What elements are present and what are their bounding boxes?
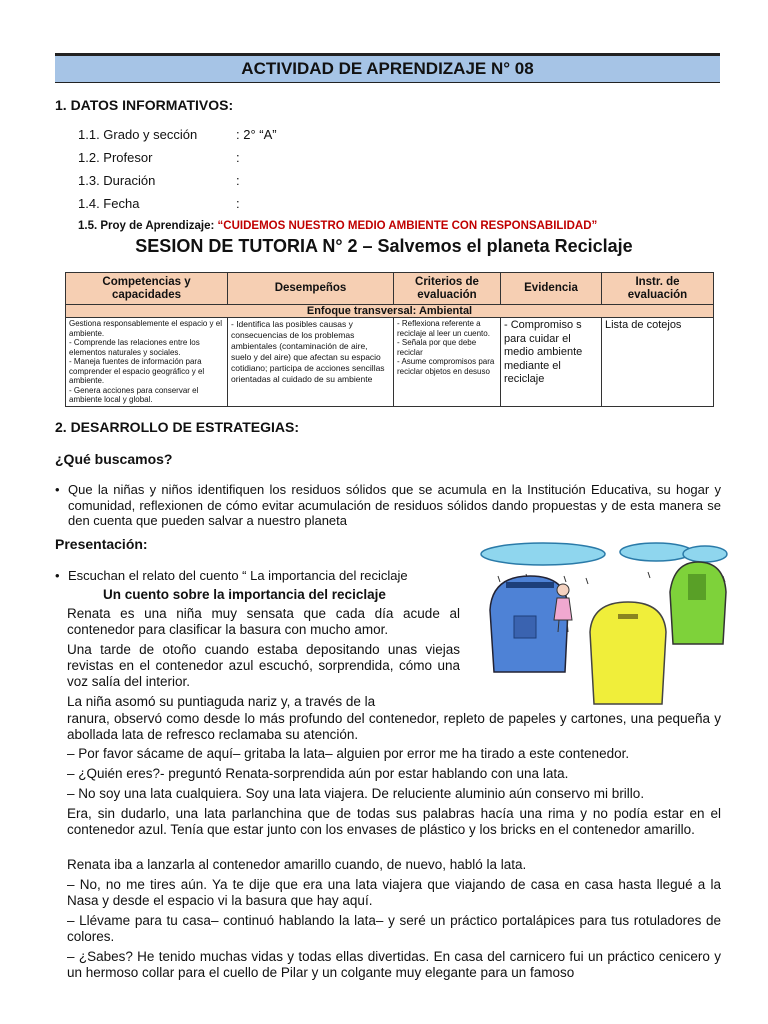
story-paragraph: Era, sin dudarlo, una lata parlanchina que de todas sus palabras hacía una rima y no podía estar en el contenedor azul. Tenía que estar junto con los envases de plástico y los bricks en el contenedor amarillo. bbox=[67, 806, 721, 837]
story-paragraph: Renata es una niña muy sensata que cada día acude al contenedor para clasificar la basura con mucho amor. bbox=[67, 606, 460, 637]
story-dialogue: – No, no me tires aún. Ya te dije que era una lata viajera que viajando de casa en casa hasta llegué a la Nasa y desde el espacio vi la basura que hay aquí. bbox=[67, 877, 721, 908]
info-value-grado: : 2° “A” bbox=[236, 127, 277, 142]
story-dialogue: – ¿Sabes? He tenido muchas vidas y todas ellas divertidas. En casa del carnicero fui un práctico cenicero y un hermoso collar para el cuello de Pilar y un colgante muy elegante para un famoso bbox=[67, 949, 721, 980]
info-label-fecha: 1.4. Fecha bbox=[78, 196, 140, 211]
table-row bbox=[66, 318, 714, 407]
header-competencias: Competencias y capacidades bbox=[66, 273, 228, 305]
info-label-grado: 1.1. Grado y sección bbox=[78, 127, 198, 142]
objetivo-text: Que la niñas y niños identifiquen los residuos sólidos que se acumula en la Institución Educativa, su hogar y comunidad, reflexionen de cómo evitar acumulación de residuos sólidos dando propuestas y de esta manera se den cuenta que pueden salvar a nuestro planeta bbox=[68, 482, 721, 528]
cell-desempenos: - Identifica las posibles causas y consecuencias de los problemas ambientales (contaminación de aire, suelo y del aire) que afectan su espacio cotidiano; participa de acciones sencillas orientadas al cuidado de su ambiente bbox=[228, 318, 394, 407]
cell-evidencia: - Compromiso s para cuidar el medio ambiente mediante el reciclaje bbox=[501, 318, 602, 407]
enfoque-transversal: Enfoque transversal: Ambiental bbox=[66, 305, 714, 318]
bullet-dot: • bbox=[55, 482, 60, 497]
info-value-duracion: : bbox=[236, 173, 240, 188]
presentacion-heading: Presentación: bbox=[55, 536, 148, 552]
proyecto-label: 1.5. Proy de Aprendizaje: bbox=[78, 220, 218, 232]
proyecto-line bbox=[78, 220, 597, 232]
table-header-row bbox=[66, 273, 714, 305]
header-criterios: Criterios de evaluación bbox=[394, 273, 501, 305]
story-paragraph: Renata iba a lanzarla al contenedor amarillo cuando, de nuevo, habló la lata. bbox=[67, 857, 527, 872]
story-title: Un cuento sobre la importancia del reciclaje bbox=[103, 587, 386, 602]
desarrollo-heading: 2. DESARROLLO DE ESTRATEGIAS: bbox=[55, 419, 299, 435]
header-instrumento: Instr. de evaluación bbox=[602, 273, 714, 305]
datos-heading: 1. DATOS INFORMATIVOS: bbox=[55, 97, 234, 113]
info-label-profesor: 1.2. Profesor bbox=[78, 150, 153, 165]
story-dialogue: – Por favor sácame de aquí– gritaba la lata– alguien por error me ha tirado a este contenedor. bbox=[67, 746, 630, 761]
header-desempenos: Desempeños bbox=[228, 273, 394, 305]
story-dialogue: – ¿Quién eres?- preguntó Renata-sorprendida aún por estar hablando con una lata. bbox=[67, 766, 569, 781]
bullet-dot: • bbox=[55, 568, 60, 583]
info-value-profesor: : bbox=[236, 150, 240, 165]
escuchan-text: Escuchan el relato del cuento “ La importancia del reciclaje bbox=[68, 568, 408, 583]
story-paragraph: Una tarde de otoño cuando estaba depositando unas viejas revistas en el contenedor azul escuchó, sorprendida, cómo una voz salía del interior. bbox=[67, 642, 460, 689]
story-dialogue: – No soy una lata cualquiera. Soy una lata viajera. De reluciente aluminio aún conservo mi brillo. bbox=[67, 786, 645, 801]
story-dialogue: – Llévame para tu casa– continuó hablando la lata– y seré un práctico portalápices para tus rotuladores de colores. bbox=[67, 913, 721, 944]
recycling-bins-illustration bbox=[468, 532, 730, 710]
session-title: SESION DE TUTORIA N° 2 – Salvemos el planeta Reciclaje bbox=[135, 236, 633, 256]
header-evidencia: Evidencia bbox=[501, 273, 602, 305]
que-buscamos-heading: ¿Qué buscamos? bbox=[55, 451, 173, 467]
cell-criterios: - Reflexiona referente a reciclaje al leer un cuento. - Señala por que debe reciclar - Asume compromisos para reciclar objetos en desuso bbox=[394, 318, 501, 407]
cell-instrumento: Lista de cotejos bbox=[602, 318, 714, 407]
info-label-duracion: 1.3. Duración bbox=[78, 173, 156, 188]
proyecto-value: “CUIDEMOS NUESTRO MEDIO AMBIENTE CON RESPONSABILIDAD” bbox=[217, 220, 598, 232]
story-paragraph: ranura, observó como desde lo más profundo del contenedor, repleto de papeles y cartones, una pequeña y abollada lata de refresco reclamaba su atención. bbox=[67, 711, 721, 742]
cell-competencias: Gestiona responsablemente el espacio y el ambiente. - Comprende las relaciones entre los elementos naturales y sociales. - Maneja fuentes de información para comprender el espacio geográfico y el ambiente. - Genera acciones para conservar el ambiente local y global. bbox=[66, 318, 228, 407]
info-value-fecha: : bbox=[236, 196, 240, 211]
activity-title: ACTIVIDAD DE APRENDIZAJE N° 08 bbox=[55, 53, 720, 83]
enfoque-row bbox=[66, 305, 714, 318]
story-paragraph: La niña asomó su puntiaguda nariz y, a través de la bbox=[67, 694, 376, 709]
competencias-table bbox=[65, 272, 714, 407]
